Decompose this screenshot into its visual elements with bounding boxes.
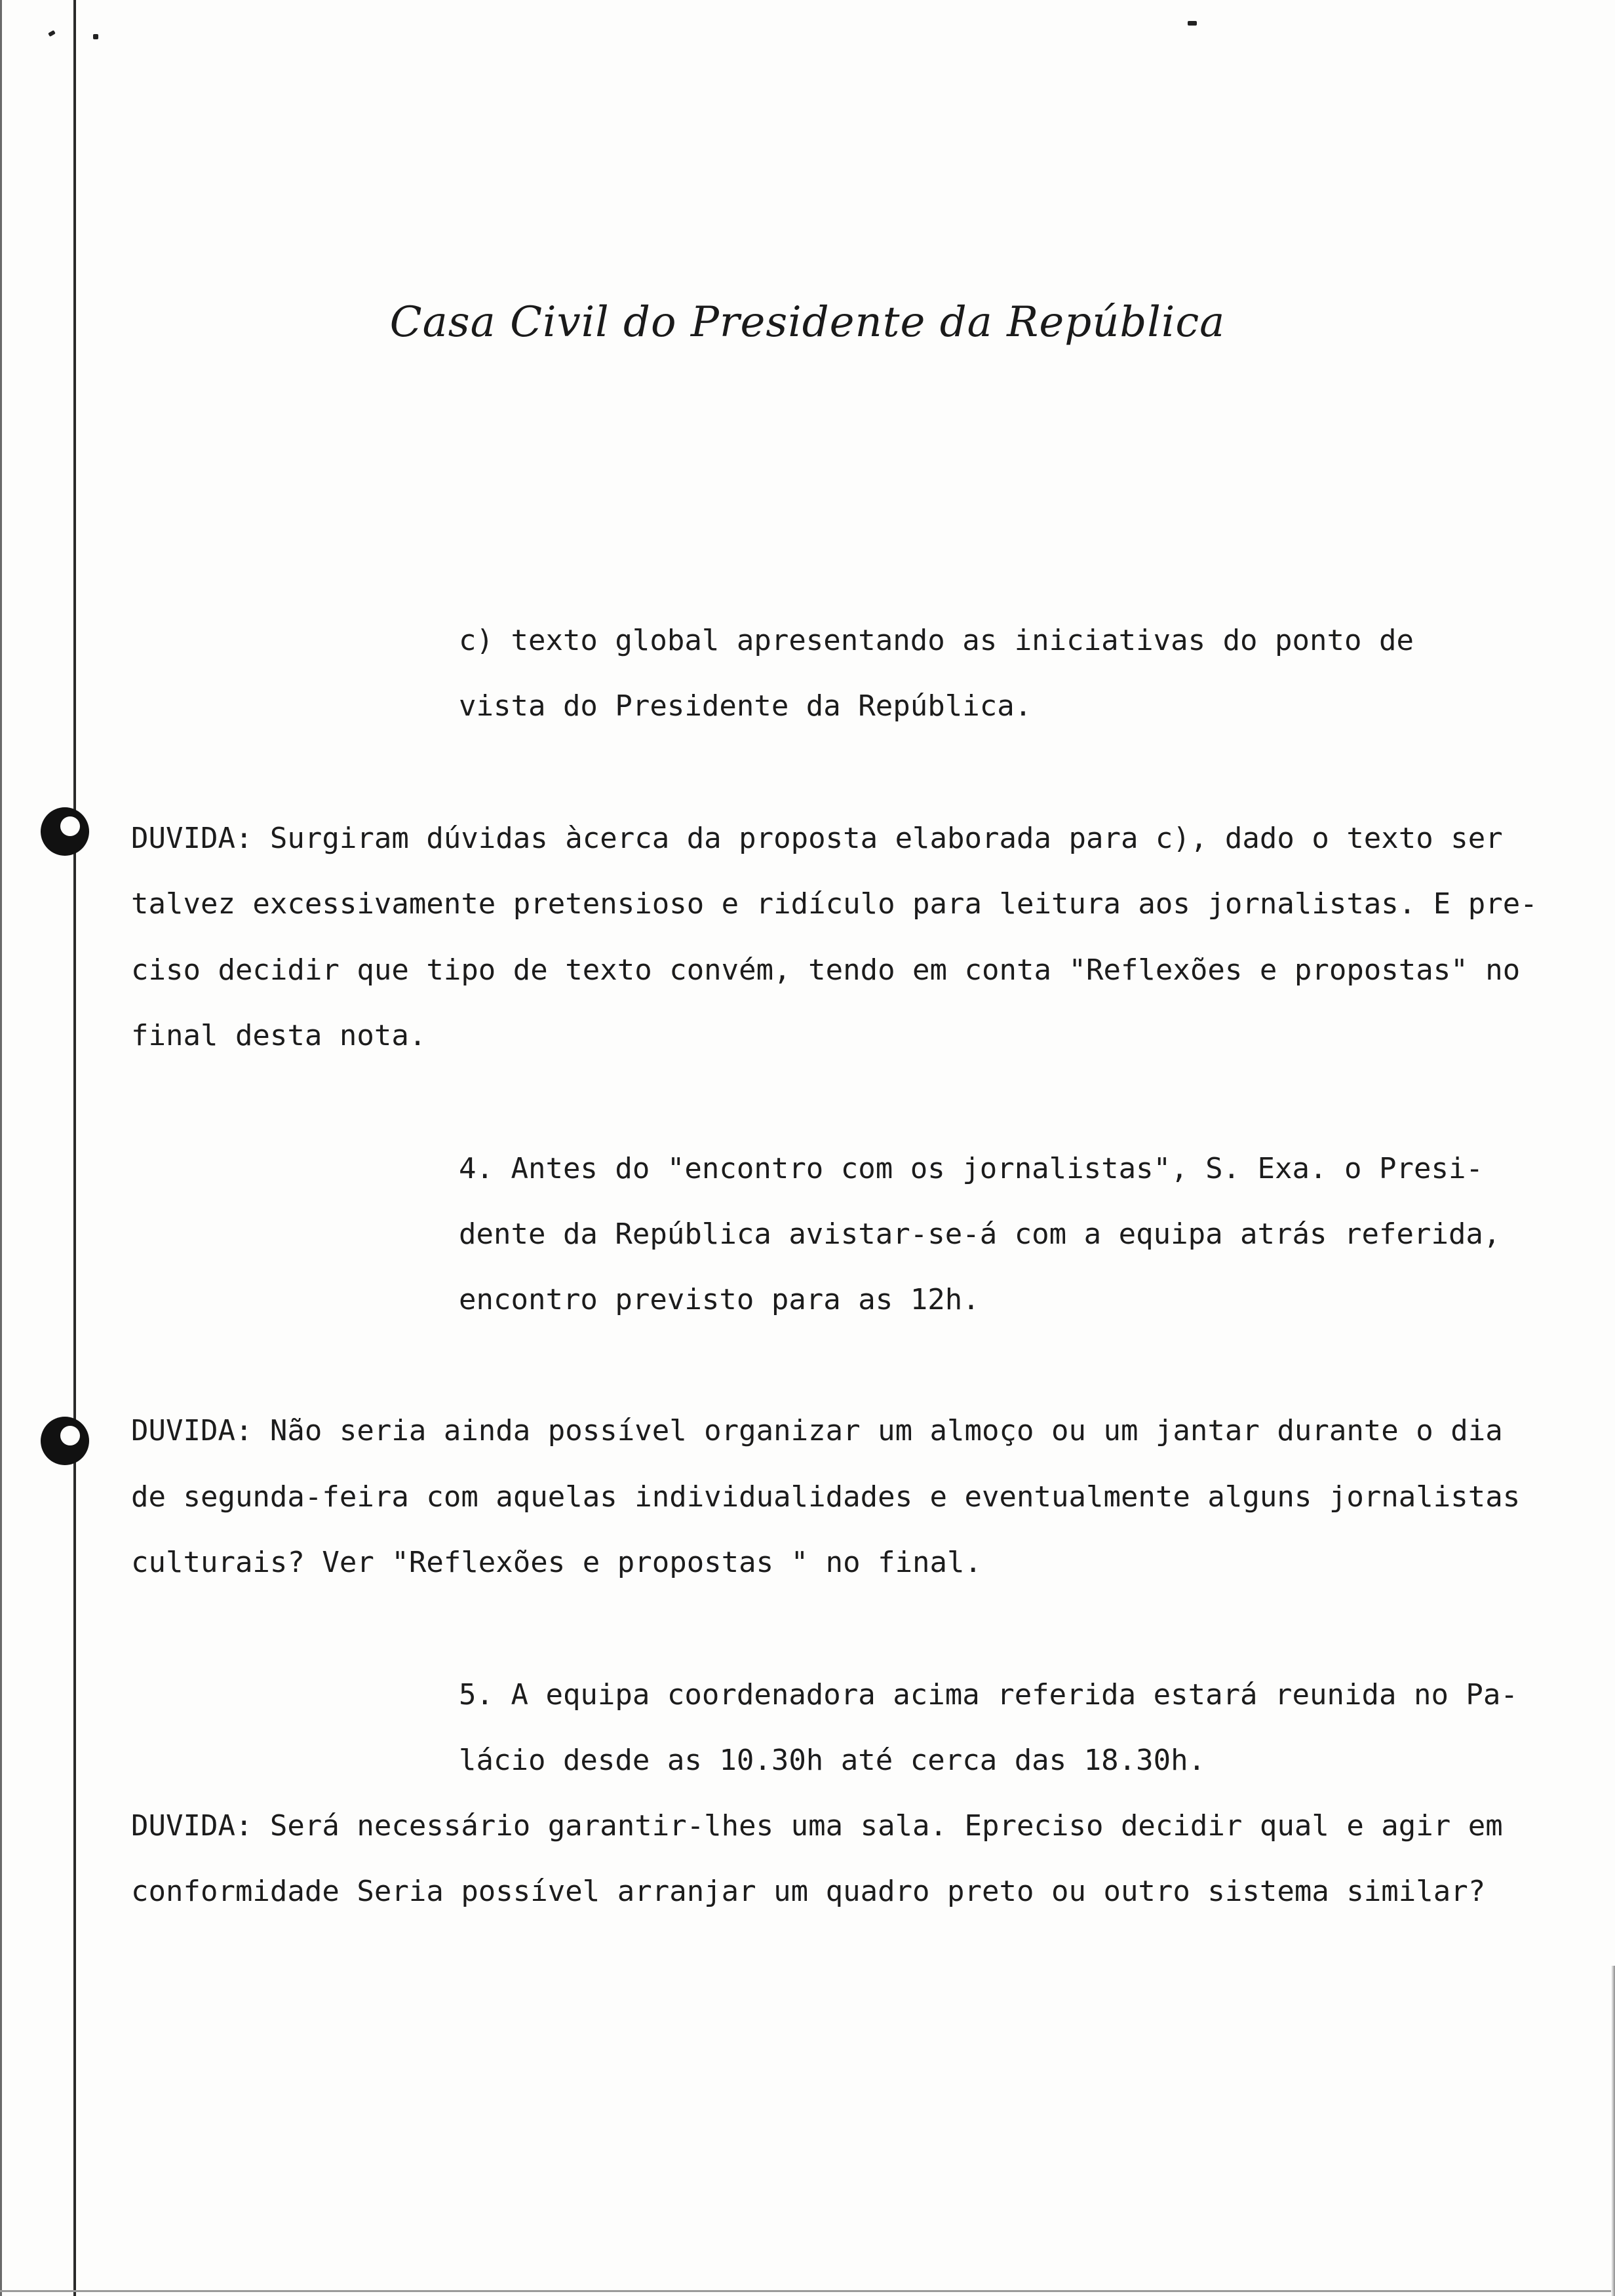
punch-hole xyxy=(41,1417,89,1465)
text-line: lácio desde as 10.30h até cerca das 18.30h. xyxy=(459,1744,1206,1777)
scan-speck xyxy=(1188,21,1197,26)
text-line: dente da República avistar-se-á com a equipa atrás referida, xyxy=(459,1217,1501,1251)
scan-speck xyxy=(93,34,98,39)
punch-hole xyxy=(41,807,89,856)
text-line: encontro previsto para as 12h. xyxy=(459,1283,980,1316)
text-line: culturais? Ver "Reflexões e propostas " no final. xyxy=(131,1546,983,1579)
page-bottom-edge xyxy=(0,2290,1615,2292)
scan-speck xyxy=(48,30,56,37)
text-line: final desta nota. xyxy=(131,1019,427,1052)
text-line: DUVIDA: Será necessário garantir-lhes uma sala. Epreciso decidir qual e agir em xyxy=(131,1809,1503,1843)
text-line: talvez excessivamente pretensioso e ridículo para leitura aos jornalistas. E pre- xyxy=(131,887,1538,921)
text-line: c) texto global apresentando as iniciativas do ponto de xyxy=(459,624,1414,657)
letterhead-title: Casa Civil do Presidente da República xyxy=(389,298,1226,347)
text-line: DUVIDA: Surgiram dúvidas àcerca da proposta elaborada para c), dado o texto ser xyxy=(131,822,1503,855)
text-line: de segunda-feira com aquelas individualidades e eventualmente alguns jornalistas xyxy=(131,1480,1521,1514)
text-line: DUVIDA: Não seria ainda possível organizar um almoço ou um jantar durante o dia xyxy=(131,1414,1503,1447)
text-line: 4. Antes do "encontro com os jornalistas", S. Exa. o Presi- xyxy=(459,1152,1483,1185)
page-right-edge-shadow xyxy=(1611,1966,1615,2296)
text-line: 5. A equipa coordenadora acima referida estará reunida no Pa- xyxy=(459,1678,1518,1712)
text-line: conformidade Seria possível arranjar um quadro preto ou outro sistema similar? xyxy=(131,1875,1486,1908)
text-line: vista do Presidente da República. xyxy=(459,689,1032,723)
text-line: ciso decidir que tipo de texto convém, tendo em conta "Reflexões e propostas" no xyxy=(131,953,1521,987)
